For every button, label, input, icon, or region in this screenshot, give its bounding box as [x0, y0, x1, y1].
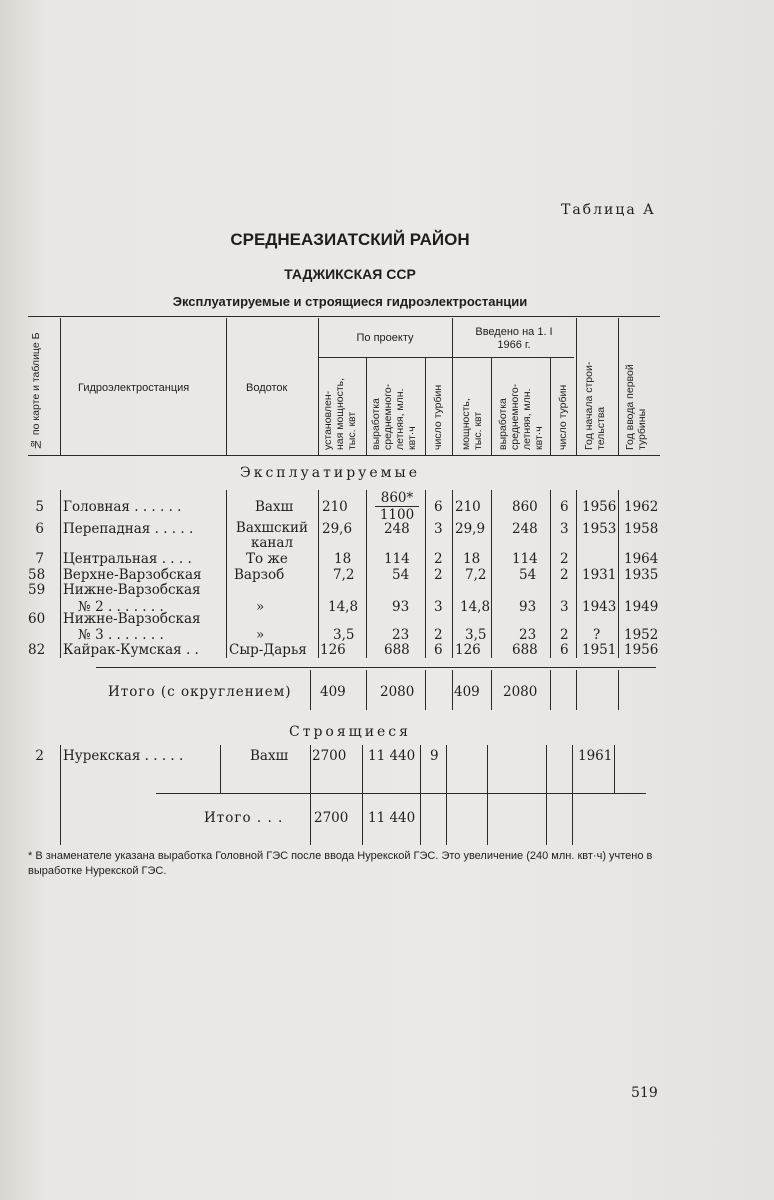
station-name: Нижне-Варзобская	[63, 611, 201, 627]
intro-output: 248	[512, 521, 538, 537]
year-start: 1956	[582, 499, 617, 515]
total-divider	[576, 670, 577, 710]
body-divider	[220, 745, 221, 793]
body-divider	[614, 745, 615, 793]
intro-turbines: 3	[560, 521, 569, 537]
year-first: 1962	[624, 499, 659, 515]
total-proj-power: 409	[320, 684, 346, 700]
body-divider	[572, 745, 573, 845]
subheader-rule	[318, 357, 574, 358]
station-name-suffix: № 2 . . . . . . .	[78, 599, 164, 615]
body-divider	[446, 745, 447, 845]
station-name: Нижне-Варзобская	[63, 582, 201, 598]
body-divider	[618, 490, 619, 658]
total-divider	[452, 670, 453, 710]
header-divider	[425, 357, 426, 455]
total-operating-label: Итого (с округлением)	[108, 684, 292, 700]
river-name: Вахш	[255, 499, 294, 515]
proj-turbines: 3	[434, 521, 443, 537]
total-divider	[366, 670, 367, 710]
proj-turbines: 6	[434, 499, 443, 515]
total-rule	[96, 667, 656, 668]
header-divider	[226, 318, 227, 455]
total-rule	[156, 793, 646, 794]
river-name: Вахшский канал	[235, 520, 309, 551]
row-num: 58	[28, 567, 46, 583]
proj-output: 54	[392, 567, 410, 583]
proj-output: 248	[384, 521, 410, 537]
total-divider	[550, 670, 551, 710]
station-name: Верхне-Варзобская	[63, 567, 202, 583]
body-divider	[550, 490, 551, 658]
intro-turbines: 3	[560, 599, 569, 615]
river-name: То же	[246, 551, 288, 567]
header-river: Водоток	[246, 382, 288, 394]
year-start: 1951	[582, 642, 617, 658]
page-number: 519	[631, 1085, 658, 1101]
intro-power: 210	[455, 499, 481, 515]
row-num: 6	[35, 521, 44, 537]
body-divider	[425, 490, 426, 658]
station-name: Центральная . . . .	[63, 551, 192, 567]
section-building-title: Строящиеся	[289, 724, 411, 740]
row-num: 7	[35, 551, 44, 567]
year-start: 1961	[578, 748, 613, 764]
total-proj-output: 2080	[380, 684, 415, 700]
row-num: 5	[35, 499, 44, 515]
station-name-suffix: № 3 . . . . . . .	[78, 627, 164, 643]
header-divider	[576, 318, 577, 455]
total-divider	[425, 670, 426, 710]
intro-output: 54	[519, 567, 537, 583]
intro-turbines: 2	[560, 551, 569, 567]
header-introduced: Введено на 1. I 1966 г.	[475, 326, 553, 351]
header-year-start: Год начала строи- тельства	[583, 361, 607, 450]
proj-power: 14,8	[328, 599, 359, 615]
row-num: 60	[28, 611, 46, 627]
header-proj-output: выработка среднемного- летняя, млн. квт·ч	[370, 383, 418, 450]
header-divider	[550, 357, 551, 455]
proj-output: 688	[384, 642, 410, 658]
header-intro-turbines: число турбин	[557, 384, 569, 450]
body-divider	[60, 745, 61, 845]
proj-output-fraction	[375, 490, 419, 523]
proj-output: 23	[392, 627, 410, 643]
body-divider	[487, 745, 488, 845]
river-name: Сыр-Дарья	[229, 642, 307, 658]
proj-turbines: 2	[434, 551, 443, 567]
intro-power: 14,8	[460, 599, 491, 615]
body-divider	[491, 490, 492, 658]
intro-output: 860	[512, 499, 538, 515]
footnote: * В знаменателе указана выработка Головной ГЭС после ввода Нурекской ГЭС. Это увеличение (240 млн. квт·ч) учтено в выработке Нурекской ГЭС.	[28, 850, 653, 877]
header-divider	[491, 357, 492, 455]
body-divider	[366, 490, 367, 658]
intro-power: 3,5	[465, 627, 487, 643]
proj-power: 7,2	[333, 567, 355, 583]
total-divider	[310, 670, 311, 710]
region-title: СРЕДНЕАЗИАТСКИЙ РАЙОН	[230, 230, 470, 249]
row-num: 2	[35, 748, 44, 764]
table-caption: Таблица А	[561, 202, 656, 218]
station-name: Кайрак-Кумская . .	[63, 642, 199, 658]
body-divider	[310, 745, 311, 845]
body-divider	[576, 490, 577, 658]
header-num: № по карте и таблице Б	[30, 332, 42, 450]
body-divider	[362, 745, 363, 845]
proj-turbines: 9	[430, 748, 439, 764]
intro-turbines: 2	[560, 567, 569, 583]
year-first: 1952	[624, 627, 659, 643]
table-subtitle: Эксплуатируемые и строящиеся гидроэлектростанции	[172, 294, 528, 309]
river-name: »	[256, 599, 265, 615]
body-divider	[452, 490, 453, 658]
intro-power: 126	[455, 642, 481, 658]
body-divider	[546, 745, 547, 845]
proj-power: 2700	[312, 748, 347, 764]
republic-title: ТАДЖИКСКАЯ ССР	[284, 266, 416, 282]
intro-turbines: 6	[560, 499, 569, 515]
intro-power: 29,9	[455, 521, 486, 537]
total-building-label: Итого . . .	[204, 810, 284, 826]
proj-output-numerator: 860*	[380, 490, 414, 506]
station-name: Нурекская . . . . .	[63, 748, 184, 764]
proj-power: 29,6	[322, 521, 353, 537]
total-building-proj-power: 2700	[314, 810, 349, 826]
year-start: 1943	[582, 599, 617, 615]
header-station: Гидроэлектростанция	[78, 382, 190, 394]
row-num: 82	[28, 642, 46, 658]
header-divider	[618, 318, 619, 455]
intro-output: 23	[519, 627, 537, 643]
intro-power: 18	[463, 551, 481, 567]
body-divider	[60, 490, 61, 658]
header-divider	[366, 357, 367, 455]
header-divider	[60, 318, 61, 455]
row-num: 59	[28, 582, 46, 598]
proj-power: 3,5	[333, 627, 355, 643]
total-divider	[491, 670, 492, 710]
proj-output: 11 440	[368, 748, 416, 764]
total-divider	[618, 670, 619, 710]
body-divider	[420, 745, 421, 845]
table-top-rule	[28, 316, 660, 317]
header-intro-output: выработка среднемного- летняя, млн. квт·ч	[497, 383, 545, 450]
body-divider	[318, 490, 319, 658]
station-name: Головная . . . . . .	[63, 499, 182, 515]
proj-power: 18	[334, 551, 352, 567]
year-first: 1935	[624, 567, 659, 583]
year-first: 1964	[624, 551, 659, 567]
header-project: По проекту	[356, 332, 414, 344]
proj-turbines: 3	[434, 599, 443, 615]
proj-turbines: 6	[434, 642, 443, 658]
proj-output: 114	[384, 551, 410, 567]
proj-power: 126	[320, 642, 346, 658]
proj-power: 210	[322, 499, 348, 515]
header-year-first: Год ввода первой турбины	[624, 364, 648, 450]
body-divider	[226, 490, 227, 658]
intro-turbines: 6	[560, 642, 569, 658]
total-intro-output: 2080	[503, 684, 538, 700]
river-name: »	[256, 627, 265, 643]
proj-output-denominator: 1100	[375, 506, 419, 523]
intro-output: 114	[512, 551, 538, 567]
station-name: Перепадная . . . . .	[63, 521, 194, 537]
year-start: 1931	[582, 567, 617, 583]
header-proj-power: установлен- ная мощность, тыс. квт	[322, 377, 358, 450]
header-bottom-rule	[28, 455, 660, 456]
header-intro-power: мощность, тыс. квт	[460, 398, 484, 450]
year-first: 1956	[624, 642, 659, 658]
intro-output: 93	[519, 599, 537, 615]
river-name: Варзоб	[234, 567, 285, 583]
year-first: 1958	[624, 521, 659, 537]
proj-output: 93	[392, 599, 410, 615]
total-building-proj-output: 11 440	[368, 810, 416, 826]
year-start: 1953	[582, 521, 617, 537]
header-proj-turbines: число турбин	[432, 384, 444, 450]
river-name: Вахш	[250, 748, 289, 764]
proj-turbines: 2	[434, 627, 443, 643]
intro-power: 7,2	[465, 567, 487, 583]
section-operating-title: Эксплуатируемые	[240, 465, 420, 481]
intro-turbines: 2	[560, 627, 569, 643]
proj-turbines: 2	[434, 567, 443, 583]
year-start: ?	[593, 627, 601, 643]
year-first: 1949	[624, 599, 659, 615]
intro-output: 688	[512, 642, 538, 658]
total-intro-power: 409	[454, 684, 480, 700]
